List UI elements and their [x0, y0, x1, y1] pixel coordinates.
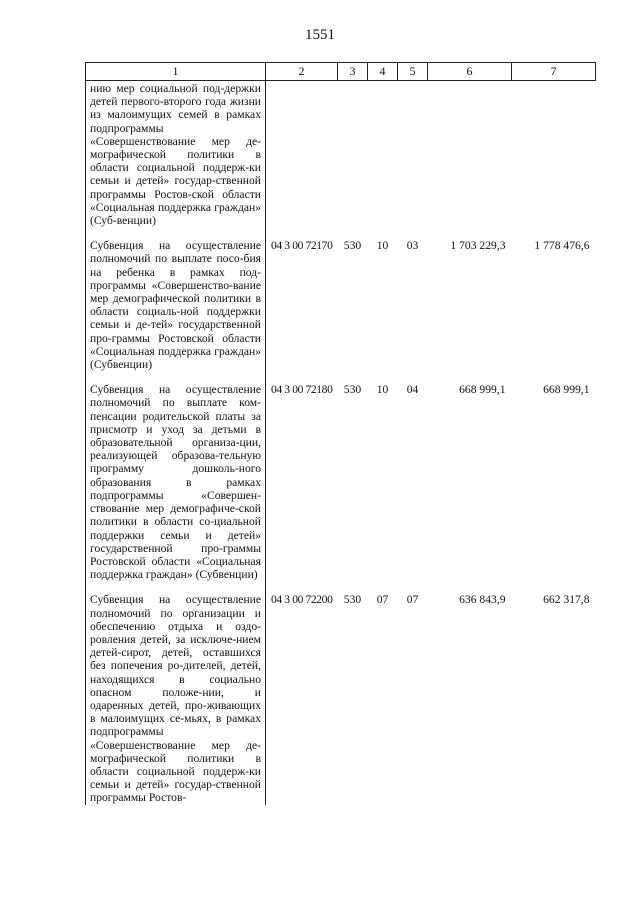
row-amount-2	[512, 81, 596, 228]
row-section: 07	[376, 593, 389, 607]
row-description: Субвенция на осуществление полномочий по выплате посо-бия на ребенка в рамках под-программы «Совершенство-вание мер демографической политики в области социаль-ной поддержки семьи и де-тей» государственной про-граммы Ростовской области «Социальная поддержка граждан» (Субвенции)	[86, 227, 266, 371]
header-col-7: 7	[512, 63, 596, 81]
row-expense-type: 530	[343, 383, 362, 397]
row-section: 10	[376, 383, 389, 397]
row-section	[368, 81, 398, 228]
row-expense-type: 530	[343, 239, 362, 253]
row-subsection	[398, 81, 428, 228]
header-col-5: 5	[398, 63, 428, 81]
header-col-4: 4	[368, 63, 398, 81]
header-row	[86, 63, 596, 81]
page-number: 1551	[305, 27, 335, 43]
row-section: 10	[376, 239, 389, 253]
row-description: нию мер социальной под-держки детей первого-второго года жизни из малоимущих семей в рамках подпрограммы «Совершенствование мер де-мографической политики в области социальной поддерж-ки семьи и детей» государ-ственной программы Ростов-ской области «Социальная поддержка граждан» (Суб-венции)	[86, 81, 266, 228]
row-target-code: 04 3 00 72180	[271, 383, 333, 397]
row-description: Субвенция на осуществление полномочий по организации и обеспечению отдыха и оздо-ровления детей, за исключе-нием детей-сирот, детей, оставшихся без попечения ро-дителей, детей, находящихся в социально опасном положе-нии, и одаренных детей, про-живающих в малоимущих се-мьях, в рамках подпрограммы «Совершенствование мер де-мографической политики в области социальной поддерж-ки семьи и детей» государ-ственной программы Ростов-	[86, 581, 266, 804]
row-subsection: 07	[406, 593, 419, 607]
row-target-code	[266, 81, 338, 228]
table-row	[86, 81, 596, 228]
table-row	[86, 227, 596, 371]
row-expense-type	[338, 81, 368, 228]
row-subsection: 03	[406, 239, 419, 253]
row-subsection: 04	[406, 383, 419, 397]
header-col-2: 2	[266, 63, 338, 81]
header-col-1: 1	[86, 63, 266, 81]
row-amount-1	[428, 81, 512, 228]
row-amount-1: 636 843,9	[459, 593, 506, 607]
header-col-6: 6	[428, 63, 512, 81]
row-amount-1: 668 999,1	[459, 383, 506, 397]
row-expense-type: 530	[343, 593, 362, 607]
table-row	[86, 371, 596, 581]
row-amount-2: 662 317,8	[543, 593, 590, 607]
row-description: Субвенция на осуществление полномочий по выплате ком-пенсации родительской платы за присмотр и уход за детьми в образовательной организа-ции, реализующей образова-тельную программу дошколь-ного образования в рамках подпрограммы «Совершен-ствование мер демографиче-ской политики в области со-циальной поддержки семьи и детей» государственной про-граммы Ростовской области «Социальная поддержка граждан» (Субвенции)	[86, 371, 266, 581]
header-col-3: 3	[338, 63, 368, 81]
row-amount-2: 668 999,1	[543, 383, 590, 397]
row-amount-1: 1 703 229,3	[450, 239, 506, 253]
row-target-code: 04 3 00 72200	[271, 593, 333, 607]
budget-table	[85, 62, 596, 805]
row-amount-2: 1 778 476,6	[534, 239, 590, 253]
row-target-code: 04 3 00 72170	[271, 239, 333, 253]
table-row	[86, 581, 596, 804]
